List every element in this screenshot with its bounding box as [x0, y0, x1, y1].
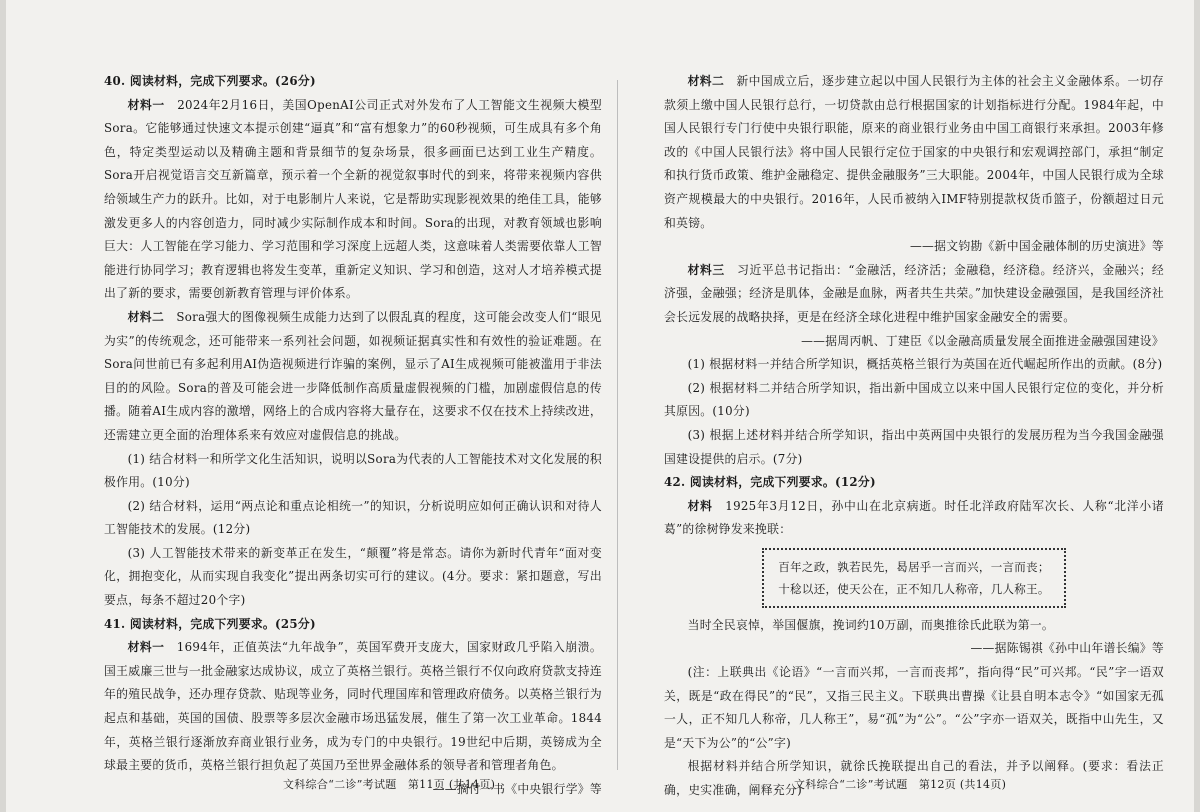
page-left [104, 70, 602, 801]
footer-page-12: 文科综合“二诊”考试题 第12页 (共14页) [794, 778, 1007, 791]
material-label: 材料一 [127, 97, 165, 112]
material-label: 材料 [687, 498, 713, 513]
q40-requirement-1: (1) 结合材料一和所学文化生活知识，说明以Sora为代表的人工智能技术对文化发展的积极作用。(10分) [104, 451, 602, 490]
material-label: 材料二 [127, 309, 165, 324]
q42-note: (注：上联典出《论语》“一言而兴邦，一言而丧邦”，指向得“民”可兴邦。“民”字一语双关，既是“政在得民”的“民”，又指三民主义。下联典出曹操《让县自明本志令》“如国家无孤一人，正不知几人称帝，几人称王”，易“孤”为“公”。“公”字亦一语双关，既指中山先生，又是“天下为公”的“公”字) [664, 665, 1164, 750]
material-text: 1694年，正值英法“九年战争”，英国军费开支庞大，国家财政几乎陷入崩溃。国王威廉三世与一批金融家达成协议，成立了英格兰银行。英格兰银行不仅向政府贷款支持连年的殖民战争，还办理存贷款、贴现等业务，同时代理国库和管理政府债务。以英格兰银行为起点和基础，英国的国债、股票等多层次金融市场迅猛发展，催生了第一次工业革命。1844年，英格兰银行逐渐放弃商业银行业务，成为专门的中央银行。19世纪中后期，英镑成为全球最主要的货币，英格兰银行担负起了英国乃至世界金融体系的领导者和管理者角色。 [104, 640, 602, 773]
scan-edge-right [1194, 0, 1200, 812]
couplet-box [762, 548, 1065, 608]
material-text: Sora强大的图像视频生成能力达到了以假乱真的程度，这可能会改变人们“眼见为实”的传统观念，还可能带来一系列社会问题，如视频证据真实性和有效性的验证难题。在Sora问世前已有多起利用AI伪造视频进行诈骗的案例，显示了AI生成视频可能被滥用于非法目的的风险。Sora的普及可能会进一步降低制作高质量虚假视频的门槛，加剧虚假信息的传播。随着AI生成内容的激增，网络上的合成内容将大量存在，这要求不仅在技术上持续改进，还需建立更全面的治理体系来有效应对虚假信息的挑战。 [104, 309, 602, 442]
page-right [664, 70, 1164, 803]
q40-material-1 [104, 94, 602, 306]
q41-material-3 [664, 259, 1164, 330]
material-text: 新中国成立后，逐步建立起以中国人民银行为主体的社会主义金融体系。一切存款须上缴中国人民银行总行，一切贷款由总行根据国家的计划指标进行分配。1984年起，中国人民银行专门行使中央银行职能，原来的商业银行业务由中国工商银行来承担。2003年修改的《中国人民银行法》将中国人民银行定位于国家的中央银行和宏观调控部门，承担“制定和执行货币政策、维护金融稳定、提供金融服务”三大职能。2004年，中国人民银行成为全球资产规模最大的中央银行。2016年，人民币被纳入IMF特别提款权货币篮子，份额超过日元和英镑。 [664, 74, 1164, 230]
material-text: 2024年2月16日，美国OpenAI公司正式对外发布了人工智能文生视频大模型Sora。它能够通过快速文本提示创建“逼真”和“富有想象力”的60秒视频，可生成具有多个角色，特定类型运动以及精确主题和背景细节的复杂场景，很多画面已达到工业生产精度。Sora开启视觉语言交互新篇章，预示着一个全新的视觉叙事时代的到来，将带来视频内容供给领域生产力的跃升。比如，对于电影制片人来说，它是帮助实现影视效果的绝佳工具，能够激发更多人的内容创造力，同时减少实际制作成本和时间。Sora的出现，对教育领域也影响巨大：人工智能在学习能力、学习范围和学习深度上远超人类，这意味着人类需要依靠人工智能进行协同学习；教育逻辑也将发生变革，重新定义知识、学习和创造，这对人才培养模式提出了新的要求，需要创新教育管理与评价体系。 [104, 97, 602, 301]
q41-requirement-2: (2) 根据材料二并结合所学知识，指出新中国成立以来中国人民银行定位的变化，并分析其原因。(10分) [664, 380, 1164, 419]
q42-instruction: 根据材料并结合所学知识，就徐氏挽联提出自己的看法，并予以阐释。(要求：看法正确，史实准确，阐释充分) [664, 759, 1164, 798]
q40-requirement-3: (3) 人工智能技术带来的新变革正在发生，“颠覆”将是常态。请你为新时代青年“面对变化，拥抱变化，从而实现自我变化”提出两条切实可行的建议。(4分。要求：紧扣题意，写出要点，每条不超过20个字) [104, 545, 602, 608]
q42-material [664, 495, 1164, 542]
q40-material-2 [104, 306, 602, 448]
q41-material-2 [664, 70, 1164, 235]
material-label: 材料三 [687, 262, 725, 277]
material-label: 材料二 [687, 74, 725, 88]
material-text: 习近平总书记指出：“金融活，经济活；金融稳，经济稳。经济兴，金融兴；经济强，金融强；经济是肌体，金融是血脉，两者共生共荣。”加快建设金融强国，是我国经济社会长远发展的战略抉择，更是在经济全球化进程中维护国家金融安全的需要。 [664, 262, 1164, 324]
q41-material-1 [104, 636, 602, 778]
page-divider [617, 80, 618, 770]
footer-page-11: 文科综合“二诊”考试题 第11页 (共14页) [283, 778, 496, 791]
couplet-wrapper [664, 548, 1164, 608]
question-40-number: 40. [104, 74, 126, 88]
material-text: 1925年3月12日，孙中山在北京病逝。时任北洋政府陆军次长、人称“北洋小诸葛”的徐树铮发来挽联： [664, 498, 1164, 537]
q42-source: ——据陈锡祺《孙中山年谱长编》等 [970, 641, 1164, 656]
question-41-number: 41. [104, 616, 126, 631]
q41-requirement-1: (1) 根据材料一并结合所学知识，概括英格兰银行为英国在近代崛起所作出的贡献。(8分) [687, 357, 1163, 372]
q41-material-1-source: ——摘付一书《中央银行学》等 [432, 781, 602, 796]
material-label: 材料一 [127, 640, 165, 655]
question-42-title: 阅读材料，完成下列要求。(12分) [689, 475, 876, 490]
question-41-title: 阅读材料，完成下列要求。(25分) [129, 616, 316, 631]
question-40-title: 阅读材料，完成下列要求。(26分) [129, 74, 316, 88]
couplet-line-2: 十稔以还，使天公在，正不知几人称帝，几人称王。 [778, 581, 1050, 596]
scan-edge-left [0, 0, 6, 812]
q41-requirement-3: (3) 根据上述材料并结合所学知识，指出中英两国中央银行的发展历程为当今我国金融强国建设提供的启示。(7分) [664, 427, 1164, 466]
question-42-heading [664, 471, 1164, 495]
couplet-line-1: 百年之政，孰若民先，曷居乎一言而兴，一言而丧； [778, 559, 1050, 574]
q40-requirement-2: (2) 结合材料，运用“两点论和重点论相统一”的知识，分析说明应如何正确认识和对待人工智能技术的发展。(12分) [104, 498, 602, 537]
q41-material-2-source: ——据文钧勘《新中国金融体制的历史演进》等 [909, 239, 1164, 254]
q42-after-couplet: 当时全民哀悼，举国偃旗，挽词约10万副，而奥推徐氏此联为第一。 [687, 617, 1055, 632]
question-41-heading [104, 613, 602, 637]
q41-material-3-source: ——据周丙帆、丁建臣《以金融高质量发展全面推进金融强国建设》 [801, 333, 1164, 348]
question-42-number: 42. [664, 475, 686, 490]
question-40-heading [104, 70, 602, 94]
